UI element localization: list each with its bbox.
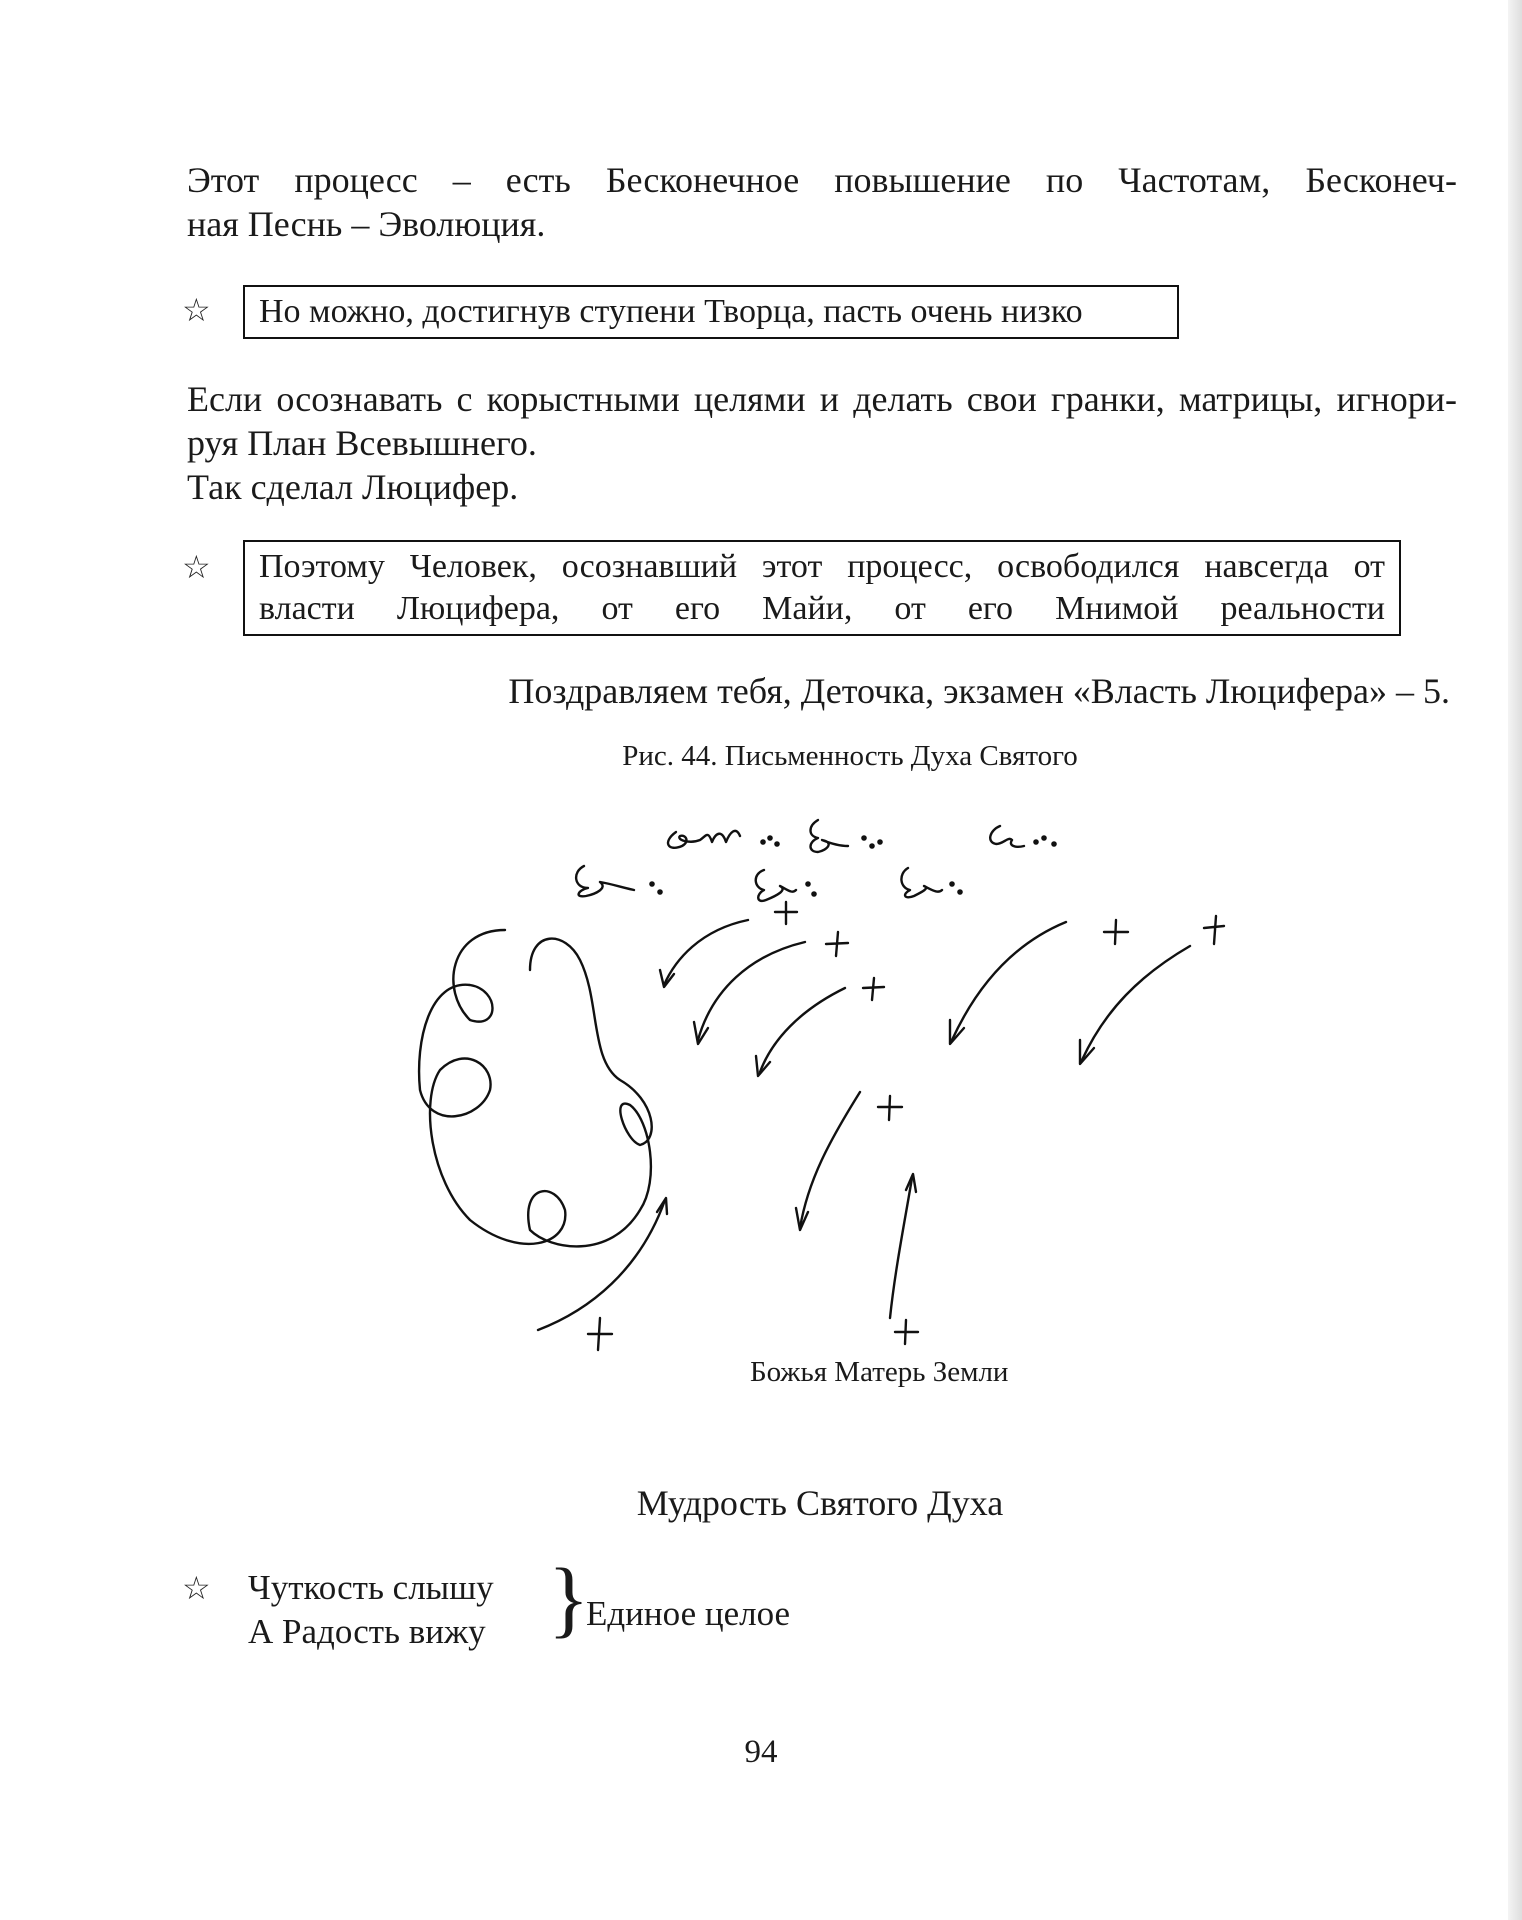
paragraph-line: Этот процесс – есть Бесконечное повышение по Частотам, Бесконеч- [187, 160, 1457, 200]
rising-arrow [890, 1178, 912, 1318]
descending-arrow [952, 922, 1066, 1040]
box-line: власти Люцифера, от его Майи, от его Мнимой реальности [259, 590, 1385, 627]
exam-congratulation: Поздравляем тебя, Деточка, экзамен «Власть Люцифера» – 5. [508, 671, 1450, 711]
wisdom-result: Единое целое [586, 1594, 791, 1633]
plus-mark [1104, 920, 1128, 944]
star-icon: ☆ [182, 292, 211, 328]
paragraph-line: руя План Всевышнего. [187, 423, 537, 463]
plus-mark [895, 1320, 918, 1344]
paragraph-line: Если осознавать с корыстными целями и делать свои гранки, матрицы, игнори- [187, 379, 1457, 419]
curly-brace: } [548, 1550, 590, 1646]
spirit-script-glyph [990, 826, 1055, 847]
figure-caption: Рис. 44. Письменность Духа Святого [622, 740, 1078, 772]
descending-arrow [800, 1092, 860, 1228]
wisdom-line: Чуткость слышу [248, 1568, 494, 1607]
plus-mark [588, 1318, 612, 1350]
spirit-script-glyph [756, 870, 816, 901]
plus-mark [826, 932, 848, 956]
page-number: 94 [744, 1734, 778, 1770]
figure-label: Божья Матерь Земли [750, 1356, 1009, 1388]
descending-arrow [664, 920, 748, 985]
box-line: Поэтому Человек, осознавший этот процесс, освободился навсегда от [259, 548, 1385, 585]
boxed-statement-fall: Но можно, достигнув ступени Творца, пасть очень низко [243, 285, 1179, 339]
star-icon: ☆ [182, 549, 211, 585]
spirit-script-glyph [576, 866, 661, 896]
wisdom-line: А Радость вижу [248, 1612, 486, 1651]
descending-arrow [760, 988, 845, 1072]
looped-curve [419, 930, 652, 1246]
plus-mark [863, 978, 884, 1000]
spirit-script-glyph [668, 831, 779, 848]
wisdom-lines [248, 1566, 494, 1654]
paragraph-line: Так сделал Люцифер. [187, 467, 519, 507]
spirit-script-glyph [901, 868, 961, 897]
plus-mark [878, 1096, 902, 1120]
descending-arrow [698, 942, 805, 1040]
plus-mark [1204, 916, 1224, 944]
spirit-script-glyph [811, 820, 882, 852]
section-title: Мудрость Святого Духа [636, 1483, 1004, 1523]
star-icon: ☆ [182, 1570, 211, 1606]
arrowhead [657, 1198, 667, 1214]
plus-mark [775, 902, 797, 924]
descending-arrow [1082, 946, 1190, 1060]
rising-arrow [538, 1200, 665, 1330]
paragraph-line: ная Песнь – Эволюция. [187, 204, 546, 244]
